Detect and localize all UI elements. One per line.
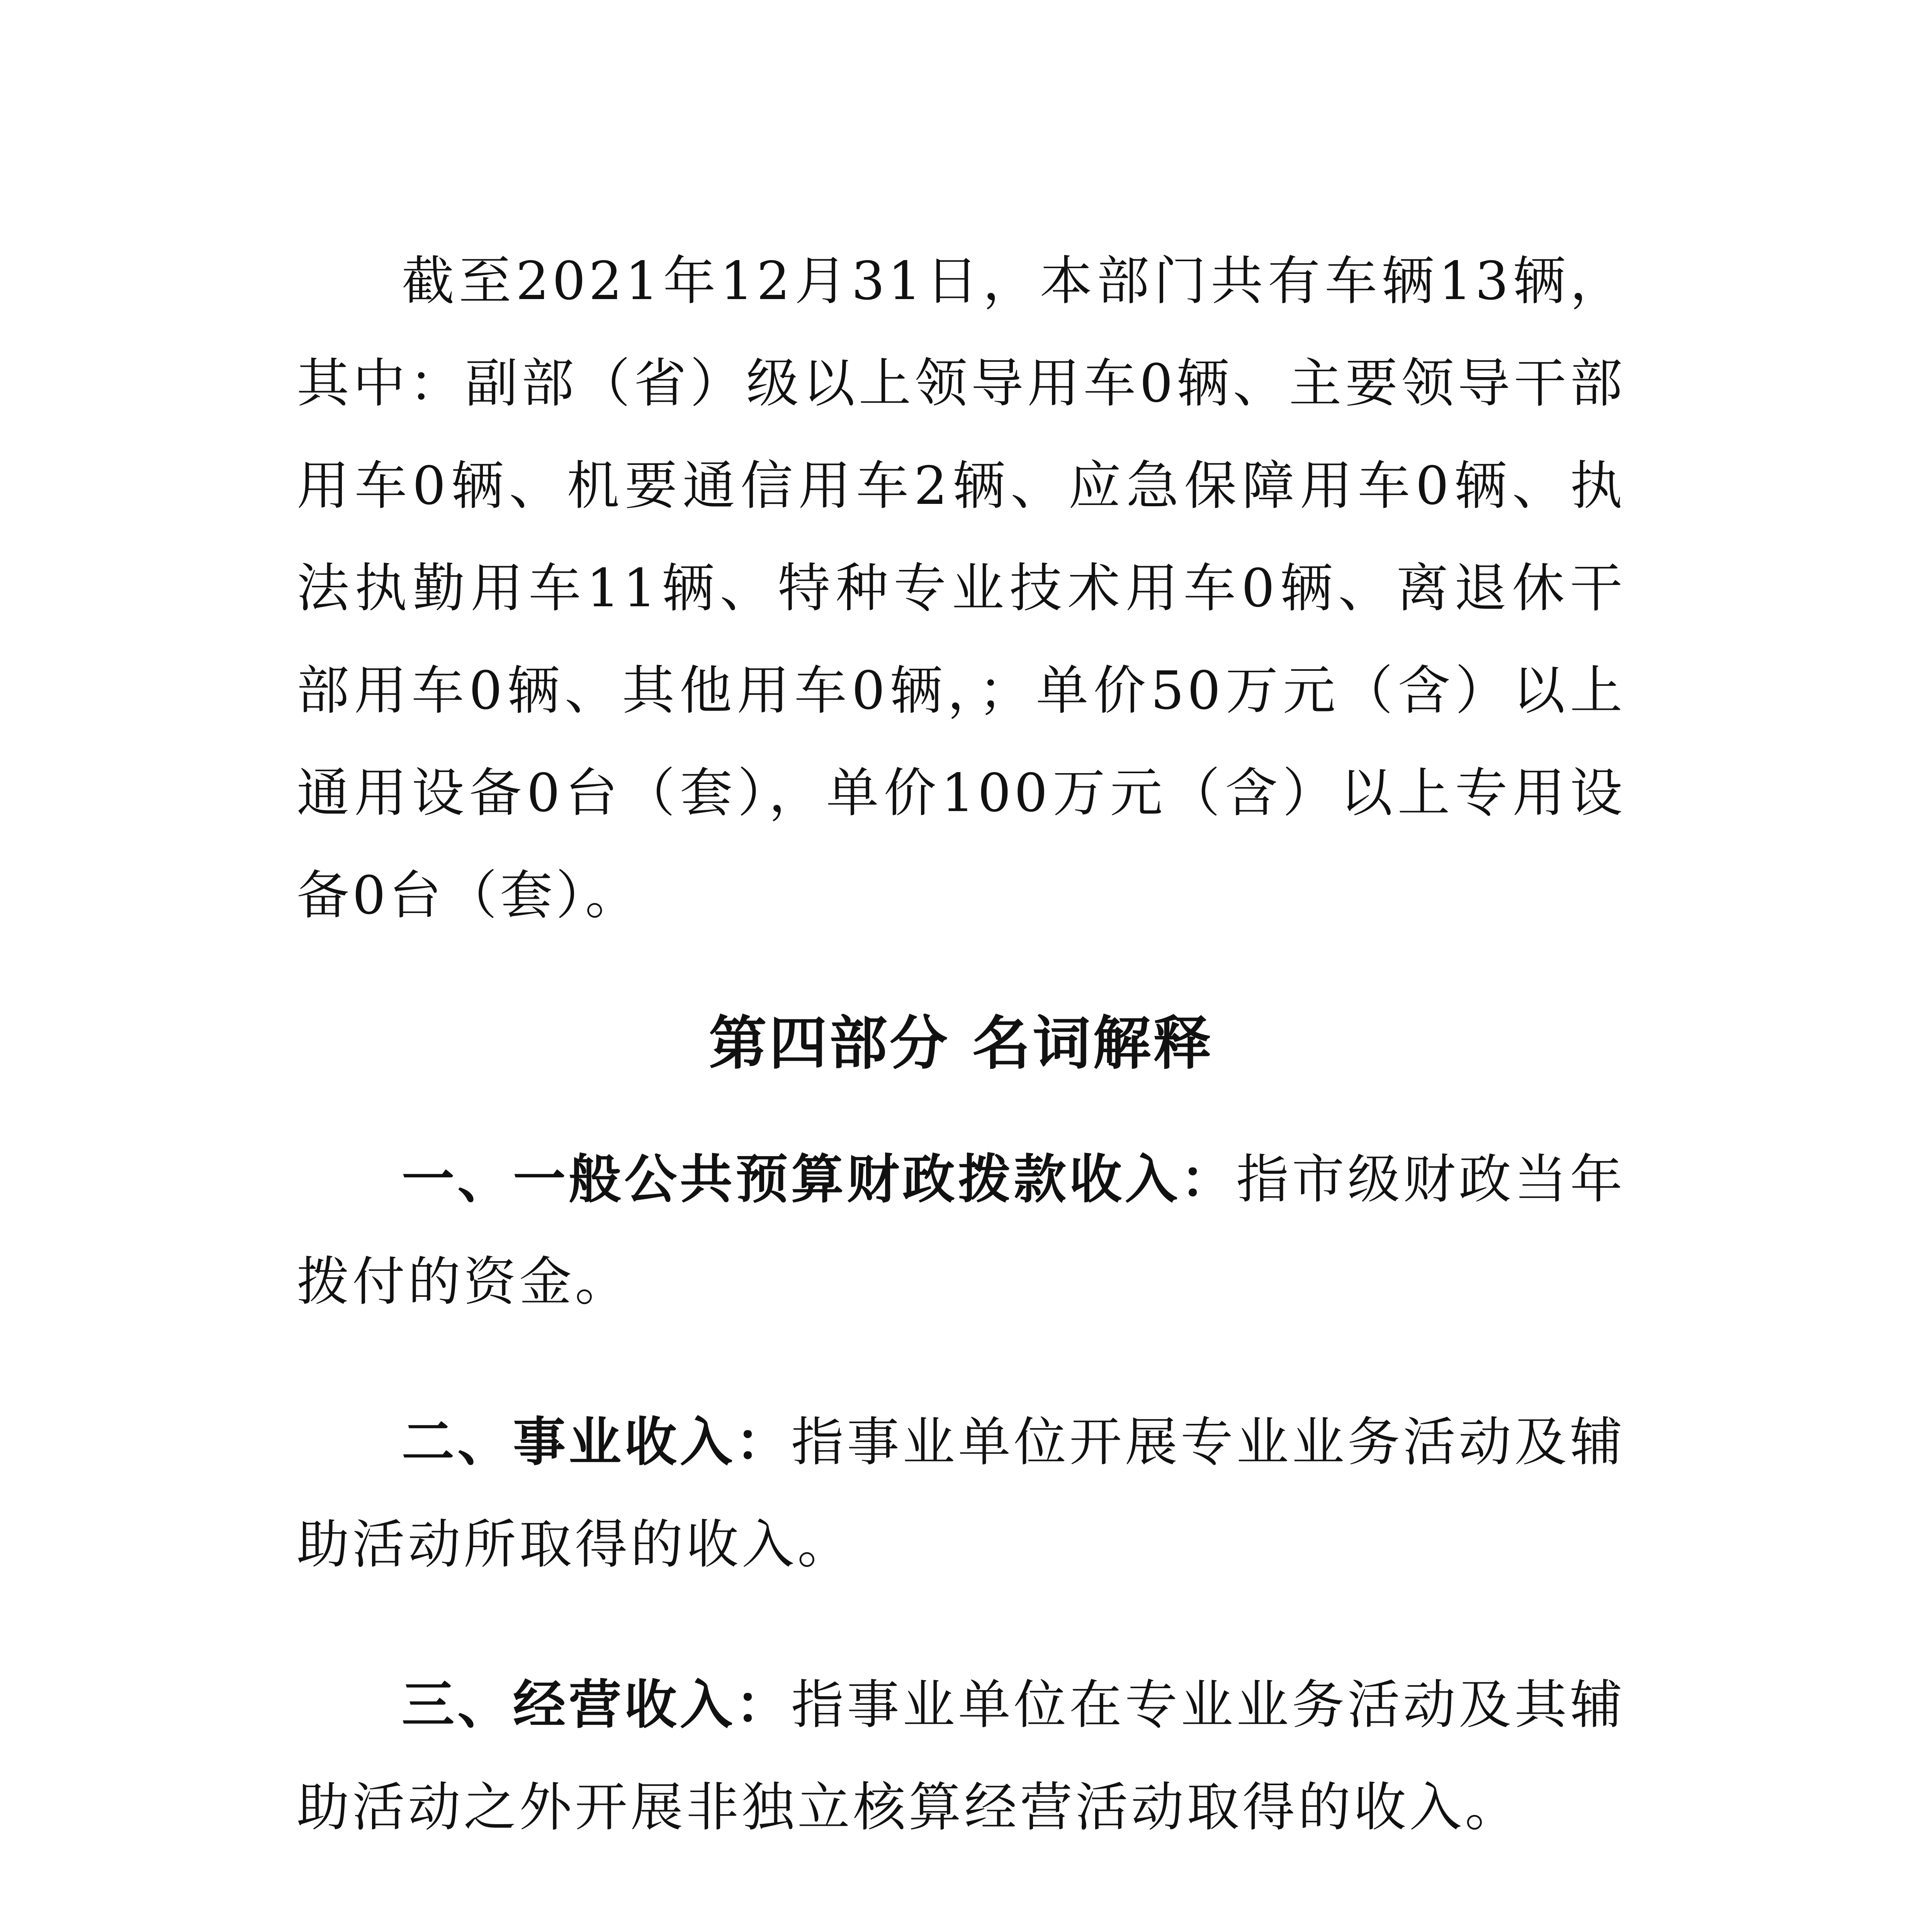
term-body: 指事业单位在专业业务活动及其辅助活动之外开展非独立核算经营活动取得的收入。: [297, 1675, 1626, 1838]
page-content: [297, 230, 1626, 1932]
term-item-2: [297, 1391, 1626, 1596]
term-body: 指事业单位开展专业业务活动及辅助活动所取得的收入。: [297, 1412, 1626, 1575]
term-title: 三、经营收入：: [402, 1675, 791, 1736]
term-item-4: [297, 1917, 1626, 1932]
term-title: 二、事业收入：: [402, 1412, 791, 1473]
term-item-1: [297, 1129, 1626, 1333]
vehicle-paragraph: 截至2021年12月31日，本部门共有车辆13辆，其中：副部（省）级以上领导用车0辆、主要领导干部用车0辆、机要通信用车2辆、应急保障用车0辆、执法执勤用车11辆、特种专业技术用车0辆、离退休干部用车0辆、其他用车0辆，；单价50万元（含）以上通用设备0台（套），单价100万元（含）以上专用设备0台（套）。: [297, 251, 1626, 926]
term-body: 指市级财政当年拨付的资金。: [297, 1149, 1626, 1313]
section-heading: 第四部分 名词解释: [708, 1010, 1214, 1077]
term-title: 一、一般公共预算财政拨款收入：: [402, 1149, 1236, 1210]
term-item-3: [297, 1654, 1626, 1859]
